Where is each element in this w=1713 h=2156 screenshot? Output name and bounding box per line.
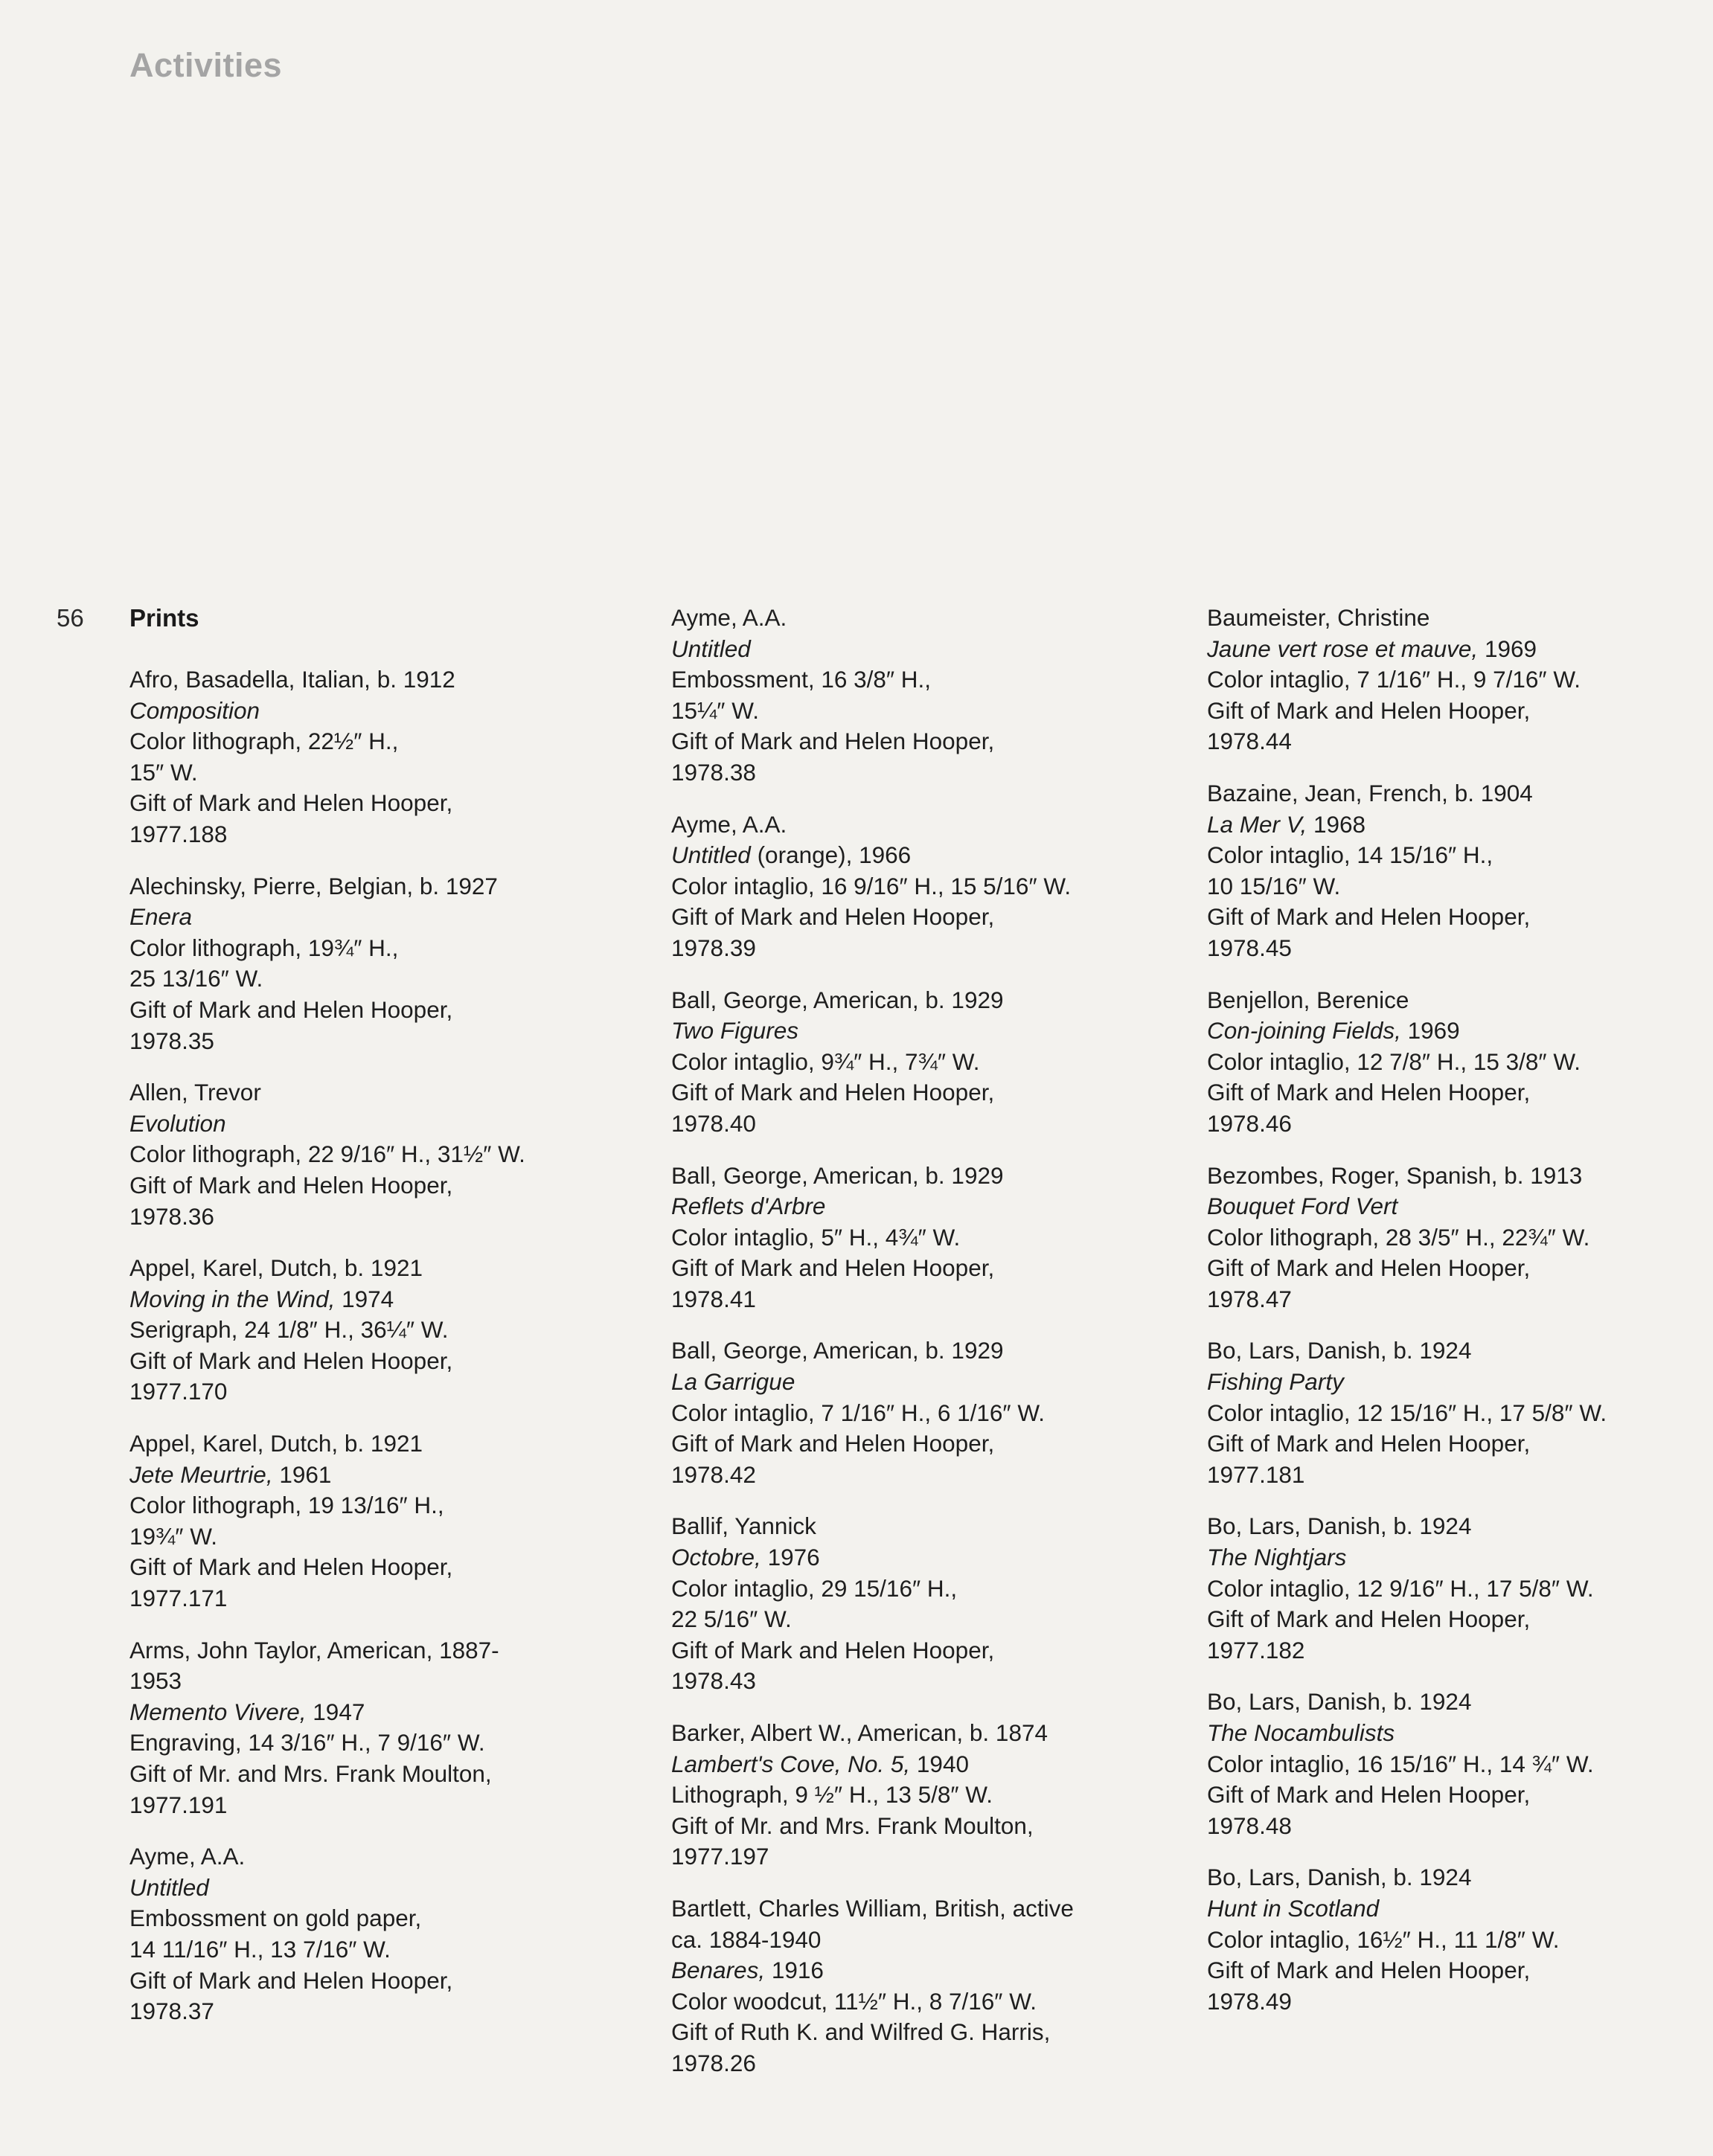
entry-detail: Color intaglio, 7 1/16″ H., 9 7/16″ W.	[1207, 666, 1581, 693]
entry-detail: Gift of Mark and Helen Hooper,	[129, 789, 453, 817]
entry-detail: 1953	[129, 1667, 182, 1695]
entry-detail: 1978.26	[671, 2049, 756, 2076]
entry-detail: Gift of Mark and Helen Hooper,	[1207, 1957, 1531, 1984]
entry-detail: Color intaglio, 29 15/16″ H.,	[671, 1574, 958, 1602]
entry-detail: 19¾″ W.	[129, 1522, 217, 1550]
catalog-entry	[1207, 1161, 1713, 1315]
entry-title-text: La Mer V,	[1207, 810, 1307, 838]
entry-artist: Ball, George, American, b. 1929	[671, 986, 1004, 1013]
entry-title: Bouquet Ford Vert	[1207, 1193, 1398, 1220]
catalog-entry	[129, 1077, 665, 1232]
entry-title	[129, 1697, 665, 1728]
entry-title: Untitled	[129, 1873, 209, 1901]
entry-detail: 22 5/16″ W.	[671, 1605, 792, 1633]
entry-detail: Gift of Mark and Helen Hooper,	[129, 1171, 453, 1199]
entry-title	[671, 840, 1207, 871]
catalog-entry	[1207, 1335, 1713, 1490]
column-1	[129, 664, 665, 2048]
entry-detail: Gift of Mark and Helen Hooper,	[129, 1553, 453, 1581]
catalog-entry	[129, 871, 665, 1057]
entry-detail: Color intaglio, 12 15/16″ H., 17 5/8″ W.	[1207, 1399, 1607, 1426]
entry-title	[1207, 1016, 1713, 1047]
entry-artist: Bo, Lars, Danish, b. 1924	[1207, 1688, 1472, 1716]
entry-title	[671, 1749, 1207, 1780]
running-header: Activities	[129, 46, 283, 84]
entry-title-suffix: 1969	[1478, 635, 1537, 662]
entry-detail: 1978.37	[129, 1998, 214, 2025]
entry-detail: Color woodcut, 11½″ H., 8 7/16″ W.	[671, 1987, 1037, 2015]
catalog-entry	[671, 985, 1207, 1140]
entry-detail: 14 11/16″ H., 13 7/16″ W.	[129, 1935, 391, 1963]
entry-detail: Color lithograph, 19 13/16″ H.,	[129, 1492, 444, 1519]
entry-detail: Gift of Mark and Helen Hooper,	[129, 995, 453, 1023]
entry-title-text: Lambert's Cove, No. 5,	[671, 1750, 911, 1777]
entry-detail: Color lithograph, 28 3/5″ H., 22¾″ W.	[1207, 1223, 1590, 1251]
catalog-entry	[671, 1511, 1207, 1697]
entry-detail: Color lithograph, 22 9/16″ H., 31½″ W.	[129, 1140, 525, 1168]
entry-title: The Nightjars	[1207, 1544, 1347, 1571]
entry-detail: Gift of Mark and Helen Hooper,	[129, 1966, 453, 1994]
entry-artist: Bo, Lars, Danish, b. 1924	[1207, 1337, 1472, 1364]
entry-detail: 1978.45	[1207, 934, 1292, 961]
entry-detail: Gift of Mark and Helen Hooper,	[671, 903, 995, 931]
catalog-entry	[129, 1428, 665, 1614]
entry-artist: Alechinsky, Pierre, Belgian, b. 1927	[129, 872, 498, 899]
catalog-entry	[671, 1335, 1207, 1490]
column-3	[1207, 603, 1713, 2038]
entry-title-text: Untitled	[671, 841, 751, 869]
entry-detail: 15¼″ W.	[671, 696, 759, 724]
entry-detail: Gift of Mr. and Mrs. Frank Moulton,	[129, 1760, 492, 1787]
entry-detail: 1978.39	[671, 934, 756, 961]
entry-artist: Allen, Trevor	[129, 1079, 261, 1106]
entry-artist: Afro, Basadella, Italian, b. 1912	[129, 666, 455, 693]
catalog-entry	[129, 1635, 665, 1821]
catalog-entry	[671, 809, 1207, 964]
entry-artist: Appel, Karel, Dutch, b. 1921	[129, 1254, 423, 1282]
entry-artist: Ballif, Yannick	[671, 1512, 816, 1540]
entry-title: La Garrigue	[671, 1368, 795, 1396]
entry-detail: 1977.170	[129, 1378, 228, 1405]
column-2	[671, 603, 1207, 2100]
entry-detail: Gift of Mr. and Mrs. Frank Moulton,	[671, 1812, 1034, 1839]
entry-artist: Ayme, A.A.	[129, 1843, 246, 1870]
entry-title	[1207, 809, 1713, 841]
entry-detail: Color intaglio, 5″ H., 4¾″ W.	[671, 1223, 961, 1251]
entry-title-text: Benares,	[671, 1957, 766, 1984]
entry-detail: Color lithograph, 19¾″ H.,	[129, 934, 399, 961]
entry-artist: Ball, George, American, b. 1929	[671, 1337, 1004, 1364]
entry-title: Hunt in Scotland	[1207, 1894, 1380, 1922]
entry-title-text: Jete Meurtrie,	[129, 1460, 273, 1488]
entry-detail: 1977.197	[671, 1843, 769, 1870]
catalog-entry	[1207, 603, 1713, 757]
entry-title-suffix: (orange), 1966	[750, 841, 912, 869]
entry-detail: 1977.188	[129, 820, 228, 847]
entry-title	[129, 1460, 665, 1491]
entry-title	[1207, 634, 1713, 665]
entry-title-text: Memento Vivere,	[129, 1698, 307, 1725]
catalog-entry	[1207, 1687, 1713, 1841]
entry-detail: Gift of Mark and Helen Hooper,	[671, 1430, 995, 1457]
entry-artist: Arms, John Taylor, American, 1887-	[129, 1636, 499, 1663]
entry-detail: Serigraph, 24 1/8″ H., 36¼″ W.	[129, 1316, 449, 1344]
entry-title-suffix: 1940	[910, 1750, 969, 1777]
entry-detail: 1978.41	[671, 1285, 756, 1312]
entry-detail: 1978.43	[671, 1667, 756, 1695]
entry-artist: Barker, Albert W., American, b. 1874	[671, 1719, 1048, 1746]
entry-detail: 1978.40	[671, 1109, 756, 1137]
catalog-entry	[129, 664, 665, 850]
entry-title-suffix: 1976	[761, 1544, 820, 1571]
entry-detail: Color lithograph, 22½″ H.,	[129, 728, 399, 755]
catalog-entry	[1207, 985, 1713, 1140]
entry-detail: 1978.38	[671, 758, 756, 786]
catalog-entry	[1207, 778, 1713, 964]
entry-artist: Bartlett, Charles William, British, active	[671, 1894, 1074, 1922]
entry-title-text: Con-joining Fields,	[1207, 1017, 1401, 1045]
entry-detail: 1977.181	[1207, 1460, 1305, 1488]
entry-artist: Ball, George, American, b. 1929	[671, 1161, 1004, 1189]
entry-detail: Embossment, 16 3/8″ H.,	[671, 666, 932, 693]
entry-detail: Gift of Mark and Helen Hooper,	[671, 1636, 995, 1663]
entry-detail: 1978.48	[1207, 1812, 1292, 1839]
entry-detail: Gift of Mark and Helen Hooper,	[1207, 1079, 1531, 1106]
entry-artist: Bo, Lars, Danish, b. 1924	[1207, 1512, 1472, 1540]
entry-detail: Gift of Mark and Helen Hooper,	[1207, 696, 1531, 724]
entry-detail: Gift of Mark and Helen Hooper,	[671, 1079, 995, 1106]
entry-detail: Color intaglio, 12 7/8″ H., 15 3/8″ W.	[1207, 1047, 1581, 1075]
entry-detail: 1978.47	[1207, 1285, 1292, 1312]
catalog-entry	[129, 1253, 665, 1408]
entry-title-suffix: 1916	[765, 1957, 824, 1984]
entry-detail: Gift of Ruth K. and Wilfred G. Harris,	[671, 2018, 1051, 2046]
entry-title-text: Octobre,	[671, 1544, 761, 1571]
entry-detail: 1978.35	[129, 1027, 214, 1054]
catalog-entry	[671, 1718, 1207, 1873]
entry-detail: Color intaglio, 16½″ H., 11 1/8″ W.	[1207, 1925, 1560, 1953]
entry-detail: 1978.46	[1207, 1109, 1292, 1137]
entry-artist: Ayme, A.A.	[671, 604, 787, 631]
entry-artist: Benjellon, Berenice	[1207, 986, 1409, 1013]
entry-detail: 1978.36	[129, 1202, 214, 1230]
entry-title	[671, 1955, 1207, 1986]
entry-detail: Color intaglio, 14 15/16″ H.,	[1207, 841, 1493, 869]
entry-detail: Color intaglio, 9¾″ H., 7¾″ W.	[671, 1047, 980, 1075]
entry-detail: Gift of Mark and Helen Hooper,	[1207, 903, 1531, 931]
entry-artist: Ayme, A.A.	[671, 810, 787, 838]
page-number: 56	[57, 604, 84, 632]
entry-detail: Color intaglio, 7 1/16″ H., 6 1/16″ W.	[671, 1399, 1046, 1426]
entry-title: Reflets d'Arbre	[671, 1193, 826, 1220]
entry-detail: Gift of Mark and Helen Hooper,	[1207, 1254, 1531, 1282]
catalog-entry	[671, 1161, 1207, 1315]
catalog-entry	[1207, 1511, 1713, 1666]
catalog-entry	[129, 1841, 665, 2027]
entry-title: Fishing Party	[1207, 1368, 1344, 1396]
entry-title	[129, 1284, 665, 1315]
entry-title-suffix: 1968	[1307, 810, 1366, 838]
entry-title-suffix: 1947	[306, 1698, 365, 1725]
entry-title-text: Moving in the Wind,	[129, 1285, 336, 1312]
entry-detail: Gift of Mark and Helen Hooper,	[1207, 1781, 1531, 1809]
entry-title-suffix: 1969	[1400, 1017, 1460, 1045]
entry-detail: 1978.49	[1207, 1987, 1292, 2015]
entry-title-suffix: 1974	[335, 1285, 394, 1312]
entry-detail: Engraving, 14 3/16″ H., 7 9/16″ W.	[129, 1729, 485, 1756]
entry-title: The Nocambulists	[1207, 1719, 1395, 1746]
entry-title-text: Jaune vert rose et mauve,	[1207, 635, 1479, 662]
entry-title: Evolution	[129, 1109, 226, 1137]
entry-detail: 15″ W.	[129, 758, 198, 786]
entry-detail: Color intaglio, 12 9/16″ H., 17 5/8″ W.	[1207, 1574, 1594, 1602]
entry-detail: 1978.44	[1207, 728, 1292, 755]
entry-title-suffix: 1961	[272, 1460, 332, 1488]
entry-detail: 1978.42	[671, 1460, 756, 1488]
entry-detail: ca. 1884-1940	[671, 1925, 822, 1953]
entry-title	[671, 1542, 1207, 1573]
catalog-entry	[671, 1893, 1207, 2079]
entry-artist: Appel, Karel, Dutch, b. 1921	[129, 1430, 423, 1457]
entry-detail: Gift of Mark and Helen Hooper,	[129, 1347, 453, 1374]
entry-detail: Color intaglio, 16 15/16″ H., 14 ¾″ W.	[1207, 1750, 1594, 1777]
entry-artist: Baumeister, Christine	[1207, 604, 1430, 631]
entry-artist: Bezombes, Roger, Spanish, b. 1913	[1207, 1161, 1583, 1189]
entry-artist: Bo, Lars, Danish, b. 1924	[1207, 1864, 1472, 1891]
entry-detail: 1977.171	[129, 1585, 228, 1612]
entry-detail: Color intaglio, 16 9/16″ H., 15 5/16″ W.	[671, 872, 1072, 899]
entry-artist: Bazaine, Jean, French, b. 1904	[1207, 779, 1533, 806]
catalog-entry	[671, 603, 1207, 789]
entry-detail: 10 15/16″ W.	[1207, 872, 1341, 899]
entry-detail: Gift of Mark and Helen Hooper,	[671, 1254, 995, 1282]
entry-detail: Embossment on gold paper,	[129, 1905, 422, 1932]
entry-detail: Lithograph, 9 ½″ H., 13 5/8″ W.	[671, 1781, 993, 1809]
entry-detail: Gift of Mark and Helen Hooper,	[671, 728, 995, 755]
entry-detail: 1977.182	[1207, 1636, 1305, 1663]
entry-title: Untitled	[671, 635, 751, 662]
section-heading: Prints	[129, 604, 199, 632]
entry-detail: 1977.191	[129, 1791, 228, 1818]
catalog-entry	[1207, 1862, 1713, 2017]
entry-title: Enera	[129, 903, 193, 931]
entry-title: Two Figures	[671, 1017, 798, 1045]
entry-detail: 25 13/16″ W.	[129, 965, 263, 992]
entry-title: Composition	[129, 696, 260, 724]
entry-detail: Gift of Mark and Helen Hooper,	[1207, 1430, 1531, 1457]
entry-detail: Gift of Mark and Helen Hooper,	[1207, 1605, 1531, 1633]
